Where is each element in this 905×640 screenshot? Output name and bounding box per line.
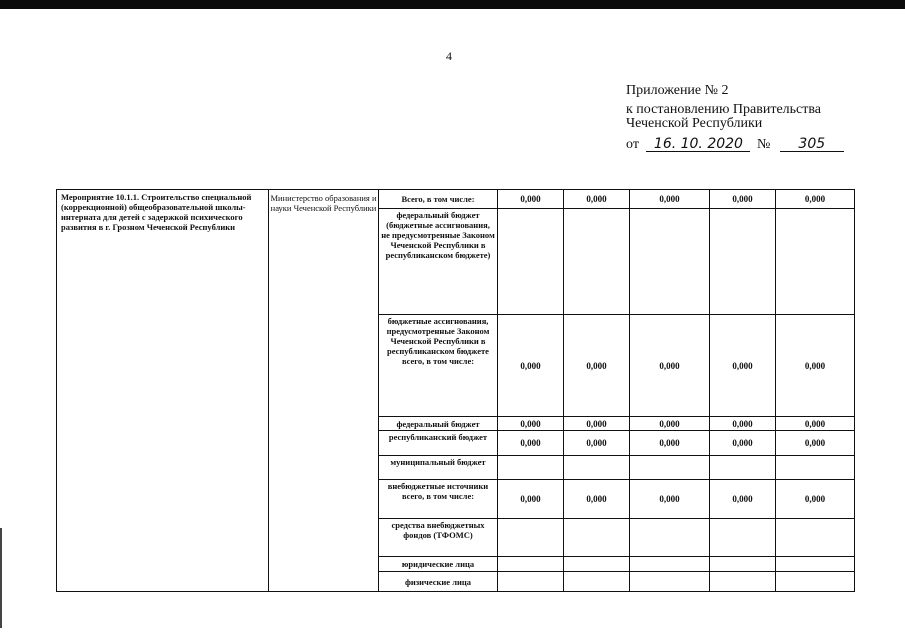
value-cell: 0,000 (710, 190, 776, 209)
value-cell (498, 456, 564, 480)
value-cell: 0,000 (710, 417, 776, 431)
value-cell (710, 456, 776, 480)
value-cell: 0,000 (776, 190, 855, 209)
value-cell (776, 572, 855, 592)
value-cell: 0,000 (498, 190, 564, 209)
value-cell (776, 209, 855, 315)
value-cell (630, 572, 710, 592)
value-cell: 0,000 (630, 315, 710, 417)
value-cell: 0,000 (630, 480, 710, 519)
annex-block (626, 84, 844, 152)
annex-line-decree: к постановлению Правительства (626, 102, 822, 117)
value-cell: 0,000 (630, 431, 710, 456)
row-label: внебюджетные источники всего, в том числе: (379, 480, 498, 519)
value-cell (564, 572, 630, 592)
value-cell: 0,000 (776, 315, 855, 417)
value-cell: 0,000 (498, 315, 564, 417)
value-cell: 0,000 (776, 417, 855, 431)
value-cell (630, 456, 710, 480)
annex-line-republic: Чеченской Республики (626, 116, 763, 131)
page-number: 4 (446, 49, 452, 63)
value-cell (498, 209, 564, 315)
decree-number: 305 (780, 137, 844, 152)
value-cell (498, 572, 564, 592)
value-cell: 0,000 (630, 417, 710, 431)
value-cell (776, 519, 855, 557)
value-cell (630, 557, 710, 572)
value-cell (630, 209, 710, 315)
value-cell (710, 519, 776, 557)
value-cell (564, 209, 630, 315)
value-cell: 0,000 (710, 431, 776, 456)
value-cell (498, 519, 564, 557)
value-cell: 0,000 (710, 480, 776, 519)
value-cell (710, 572, 776, 592)
row-label: муниципальный бюджет (379, 456, 498, 480)
annex-title: Приложение № 2 (626, 83, 729, 98)
row-label: физические лица (379, 572, 498, 592)
value-cell: 0,000 (710, 315, 776, 417)
row-label: федеральный бюджет (379, 417, 498, 431)
value-cell: 0,000 (776, 431, 855, 456)
number-prefix: № (756, 137, 771, 152)
scan-top-border (0, 0, 905, 9)
row-label: Всего, в том числе: (379, 190, 498, 209)
date-prefix: от (626, 137, 639, 152)
scan-left-edge (0, 528, 2, 628)
row-label: республиканский бюджет (379, 431, 498, 456)
value-cell: 0,000 (564, 431, 630, 456)
row-label: федеральный бюджет (бюджетные ассигнования, не предусмотренные Законом Чеченской Республики в республиканском бюджете) (379, 209, 498, 315)
value-cell: 0,000 (564, 417, 630, 431)
value-cell (564, 456, 630, 480)
row-label: средства внебюджетных фондов (ТФОМС) (379, 519, 498, 557)
value-cell (710, 557, 776, 572)
value-cell: 0,000 (498, 431, 564, 456)
value-cell (776, 456, 855, 480)
annex-date-line (626, 137, 844, 152)
value-cell (564, 557, 630, 572)
row-label: бюджетные ассигнования, предусмотренные Законом Чеченской Республики в республиканском бюджете всего, в том числе: (379, 315, 498, 417)
value-cell: 0,000 (630, 190, 710, 209)
value-cell: 0,000 (564, 315, 630, 417)
funding-table (56, 189, 855, 592)
measure-cell: Мероприятие 10.1.1. Строительство специальной (коррекционной) общеобразовательной школы-интерната для детей с задержкой психического развития в г. Грозном Чеченской Республики (57, 190, 269, 592)
value-cell (498, 557, 564, 572)
table-row (57, 190, 855, 209)
value-cell: 0,000 (564, 190, 630, 209)
decree-date: 16. 10. 2020 (646, 137, 750, 152)
value-cell (564, 519, 630, 557)
executor-cell: Министерство образования и науки Чеченской Республики (269, 190, 379, 592)
value-cell (710, 209, 776, 315)
row-label: юридические лица (379, 557, 498, 572)
value-cell: 0,000 (776, 480, 855, 519)
value-cell: 0,000 (498, 480, 564, 519)
value-cell: 0,000 (564, 480, 630, 519)
value-cell: 0,000 (498, 417, 564, 431)
value-cell (630, 519, 710, 557)
value-cell (776, 557, 855, 572)
